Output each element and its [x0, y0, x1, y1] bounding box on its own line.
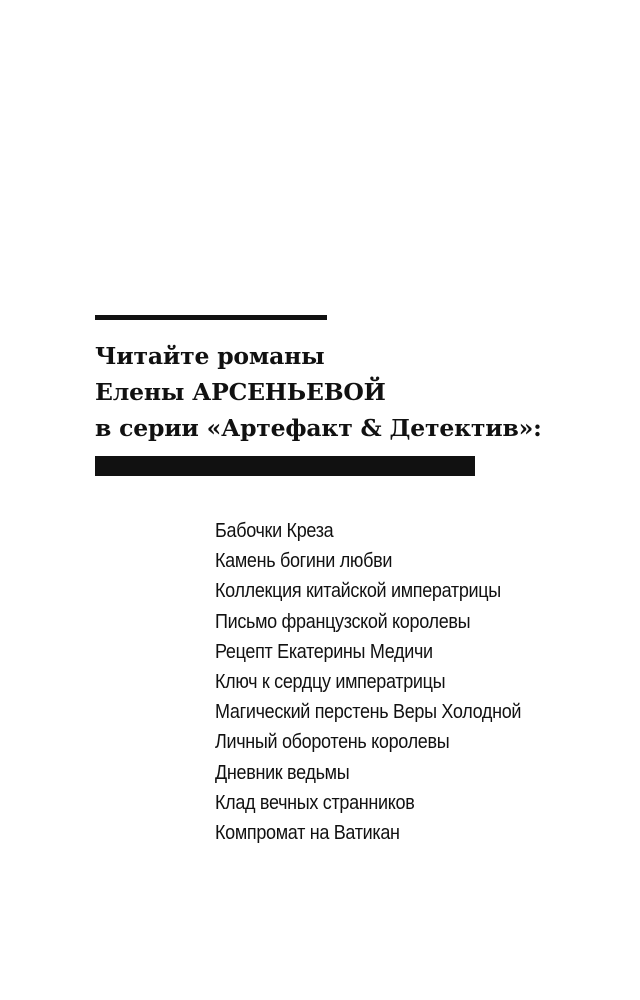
book-title: Личный оборотень королевы: [215, 731, 450, 754]
book-title: Компромат на Ватикан: [215, 822, 400, 845]
book-title: Коллекция китайской императрицы: [215, 580, 501, 603]
book-title: Рецепт Екатерины Медичи: [215, 640, 433, 663]
heading-underline-bar: [95, 456, 475, 476]
book-title: Магический перстень Веры Холодной: [215, 701, 522, 724]
book-title: Ключ к сердцу императрицы: [215, 671, 446, 694]
heading-line-1: Читайте романы: [95, 342, 325, 370]
top-divider: [95, 315, 327, 320]
book-title: Дневник ведьмы: [215, 761, 350, 784]
series-heading: [95, 338, 615, 446]
book-title: Клад вечных странников: [215, 791, 415, 814]
book-title-list: [215, 516, 555, 848]
heading-line-3: в серии «Артефакт & Детектив»:: [95, 414, 542, 442]
book-title: Бабочки Креза: [215, 520, 334, 542]
book-title: Камень богини любви: [215, 550, 393, 573]
heading-line-2: Елены АРСЕНЬЕВОЙ: [95, 378, 386, 406]
book-title: Письмо французской королевы: [215, 610, 471, 633]
